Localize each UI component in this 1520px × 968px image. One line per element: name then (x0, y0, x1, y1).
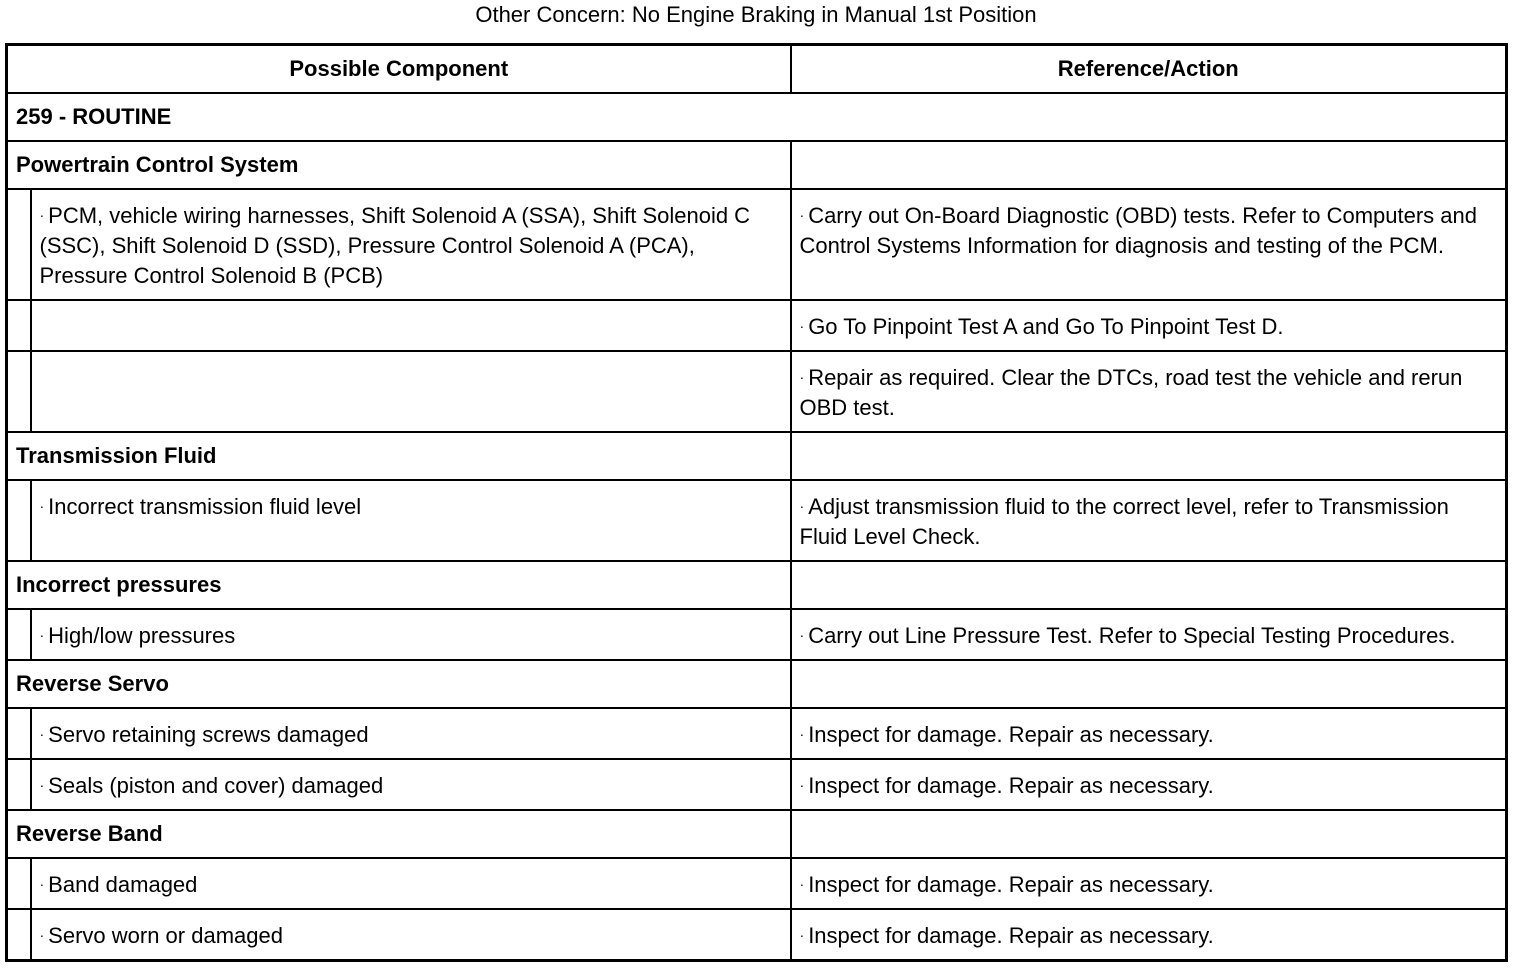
action-text: Adjust transmission fluid to the correct level, refer to Transmission Fluid Level Check. (799, 494, 1449, 549)
bullet-icon: · (799, 207, 805, 223)
group-action-cell (791, 141, 1507, 189)
bullet-icon: · (799, 876, 805, 892)
bullet-icon: · (799, 318, 805, 334)
table-row (7, 480, 1507, 561)
component-cell (31, 909, 791, 961)
routine-row (7, 93, 1507, 141)
indent-cell (7, 609, 31, 660)
routine-label: 259 - ROUTINE (7, 93, 1507, 141)
group-name: Incorrect pressures (7, 561, 791, 609)
component-cell (31, 189, 791, 300)
action-text: Inspect for damage. Repair as necessary. (808, 872, 1214, 897)
indent-cell (7, 189, 31, 300)
action-cell (791, 300, 1507, 351)
action-text: Go To Pinpoint Test A and Go To Pinpoint Test D. (808, 314, 1284, 339)
table-row (7, 609, 1507, 660)
action-text: Inspect for damage. Repair as necessary. (808, 923, 1214, 948)
component-cell (31, 708, 791, 759)
component-cell (31, 759, 791, 810)
table-row (7, 300, 1507, 351)
group-action-cell (791, 660, 1507, 708)
action-cell (791, 708, 1507, 759)
table-row (7, 858, 1507, 909)
component-text: Seals (piston and cover) damaged (48, 773, 384, 798)
indent-cell (7, 858, 31, 909)
group-action-cell (791, 561, 1507, 609)
group-name: Transmission Fluid (7, 432, 791, 480)
bullet-icon: · (799, 498, 805, 514)
table-header-row (7, 45, 1507, 94)
bullet-icon: · (39, 498, 45, 514)
action-text: Carry out Line Pressure Test. Refer to Special Testing Procedures. (808, 623, 1456, 648)
component-text: High/low pressures (48, 623, 236, 648)
bullet-icon: · (39, 627, 45, 643)
action-cell (791, 480, 1507, 561)
bullet-icon: · (799, 369, 805, 385)
component-text: Incorrect transmission fluid level (48, 494, 362, 519)
bullet-icon: · (39, 876, 45, 892)
table-row (7, 351, 1507, 432)
bullet-icon: · (799, 627, 805, 643)
action-cell (791, 351, 1507, 432)
table-row (7, 189, 1507, 300)
indent-cell (7, 351, 31, 432)
action-cell (791, 189, 1507, 300)
indent-cell (7, 759, 31, 810)
indent-cell (7, 909, 31, 961)
group-row (7, 810, 1507, 858)
indent-cell (7, 480, 31, 561)
component-cell (31, 351, 791, 432)
component-cell (31, 858, 791, 909)
group-name: Powertrain Control System (7, 141, 791, 189)
component-cell (31, 609, 791, 660)
action-cell (791, 909, 1507, 961)
group-row (7, 660, 1507, 708)
group-action-cell (791, 432, 1507, 480)
action-text: Carry out On-Board Diagnostic (OBD) tests. Refer to Computers and Control Systems Information for diagnosis and testing of the PCM. (799, 203, 1477, 258)
bullet-icon: · (799, 726, 805, 742)
component-text: Band damaged (48, 872, 198, 897)
component-text: Servo retaining screws damaged (48, 722, 369, 747)
bullet-icon: · (39, 777, 45, 793)
group-name: Reverse Servo (7, 660, 791, 708)
table-row (7, 708, 1507, 759)
group-row (7, 432, 1507, 480)
component-cell (31, 300, 791, 351)
indent-cell (7, 708, 31, 759)
bullet-icon: · (39, 726, 45, 742)
action-text: Inspect for damage. Repair as necessary. (808, 773, 1214, 798)
component-text: PCM, vehicle wiring harnesses, Shift Solenoid A (SSA), Shift Solenoid C (SSC), Shift Solenoid D (SSD), Pressure Control Solenoid A (PCA), Pressure Control Solenoid B (PCB) (39, 203, 751, 288)
group-row (7, 141, 1507, 189)
diagnostic-table (5, 43, 1508, 962)
group-name: Reverse Band (7, 810, 791, 858)
action-cell (791, 858, 1507, 909)
indent-cell (7, 300, 31, 351)
page-title: Other Concern: No Engine Braking in Manual 1st Position (475, 2, 1037, 27)
bullet-icon: · (39, 927, 45, 943)
component-text: Servo worn or damaged (48, 923, 283, 948)
bullet-icon: · (799, 927, 805, 943)
table-row (7, 909, 1507, 961)
bullet-icon: · (799, 777, 805, 793)
column-header-component: Possible Component (7, 45, 791, 94)
bullet-icon: · (39, 207, 45, 223)
group-action-cell (791, 810, 1507, 858)
action-text: Inspect for damage. Repair as necessary. (808, 722, 1214, 747)
component-cell (31, 480, 791, 561)
column-header-action: Reference/Action (791, 45, 1507, 94)
table-row (7, 759, 1507, 810)
action-cell (791, 759, 1507, 810)
group-row (7, 561, 1507, 609)
action-text: Repair as required. Clear the DTCs, road test the vehicle and rerun OBD test. (799, 365, 1463, 420)
action-cell (791, 609, 1507, 660)
